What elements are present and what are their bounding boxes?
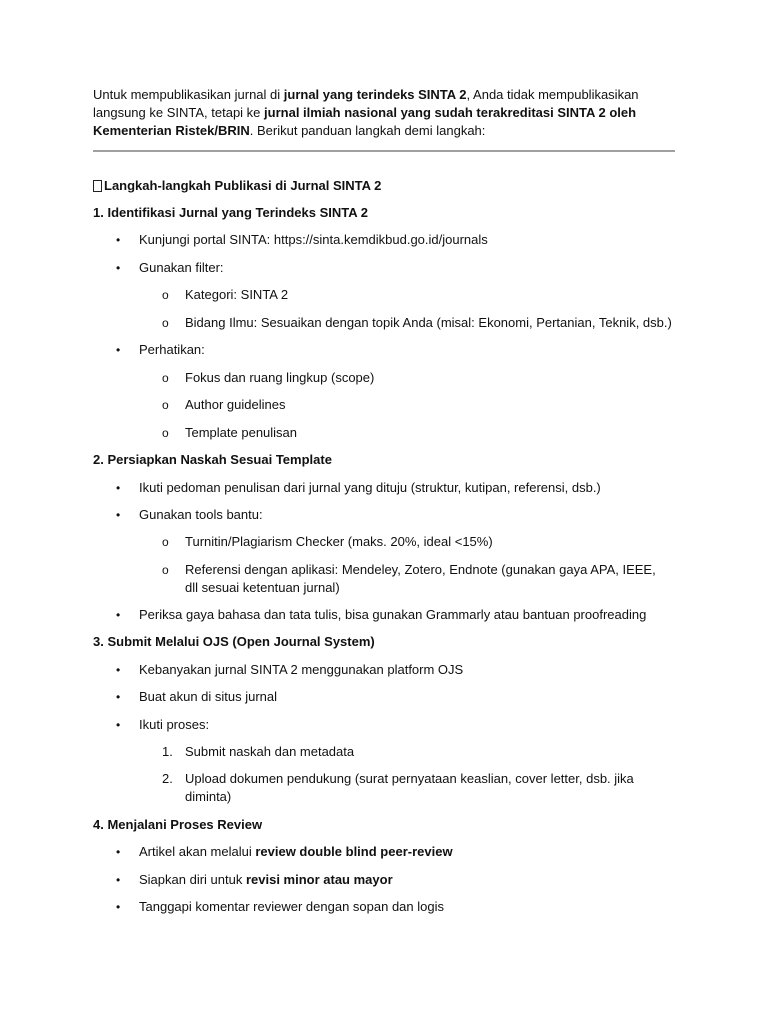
sub-list-item: Bidang Ilmu: Sesuaikan dengan topik Anda (misal: Ekonomi, Pertanian, Teknik, dsb.) bbox=[185, 315, 672, 330]
sub-bullet-icon: o bbox=[162, 426, 169, 440]
intro-bold-1: jurnal yang terindeks SINTA 2 bbox=[283, 87, 467, 102]
list-item: Gunakan filter: bbox=[139, 260, 224, 275]
sub-list-item: Turnitin/Plagiarism Checker (maks. 20%, ideal <15%) bbox=[185, 534, 493, 549]
sub-bullet-icon: o bbox=[162, 316, 169, 330]
section-3-title: 3. Submit Melalui OJS (Open Journal System) bbox=[93, 634, 375, 649]
sub-list-item: Author guidelines bbox=[185, 397, 286, 412]
list-item: Tanggapi komentar reviewer dengan sopan dan logis bbox=[139, 899, 444, 914]
bullet-icon: • bbox=[116, 663, 121, 677]
intro-text-2: , Anda tidak mempublikasikan langsung ke SINTA, tetapi ke bbox=[93, 87, 639, 120]
list-item-text: Siapkan diri untuk bbox=[139, 872, 246, 887]
bullet-icon: • bbox=[116, 873, 121, 887]
list-item: Buat akun di situs jurnal bbox=[139, 689, 278, 704]
list-item: Ikuti proses: bbox=[139, 717, 210, 732]
intro-text-1: Untuk mempublikasikan jurnal di bbox=[93, 87, 284, 102]
sub-bullet-icon: o bbox=[162, 535, 169, 549]
list-item: Gunakan tools bantu: bbox=[139, 507, 263, 522]
placeholder-glyph-icon bbox=[93, 180, 102, 192]
bullet-icon: • bbox=[116, 690, 121, 704]
bullet-icon: • bbox=[116, 343, 121, 357]
list-item: Periksa gaya bahasa dan tata tulis, bisa gunakan Grammarly atau bantuan proofreading bbox=[139, 607, 647, 622]
intro-bold-2: jurnal ilmiah nasional yang sudah terakreditasi SINTA 2 oleh Kementerian Ristek/BRIN bbox=[93, 105, 637, 138]
bullet-icon: • bbox=[116, 481, 121, 495]
section-1-title: 1. Identifikasi Jurnal yang Terindeks SINTA 2 bbox=[93, 205, 369, 220]
list-item: Kunjungi portal SINTA: https://sinta.kemdikbud.go.id/journals bbox=[139, 232, 488, 247]
steps-heading-text: Langkah-langkah Publikasi di Jurnal SINTA 2 bbox=[104, 178, 382, 193]
list-item-bold: revisi minor atau mayor bbox=[245, 872, 393, 887]
horizontal-divider bbox=[93, 150, 675, 152]
list-number: 1. bbox=[162, 744, 173, 759]
list-number: 2. bbox=[162, 771, 173, 786]
list-item bbox=[139, 871, 393, 889]
bullet-icon: • bbox=[116, 900, 121, 914]
bullet-icon: • bbox=[116, 845, 121, 859]
bullet-icon: • bbox=[116, 608, 121, 622]
list-item bbox=[139, 843, 453, 861]
sub-bullet-icon: o bbox=[162, 398, 169, 412]
steps-heading bbox=[93, 177, 381, 195]
sub-list-item: Kategori: SINTA 2 bbox=[185, 287, 289, 302]
numbered-item: Submit naskah dan metadata bbox=[185, 744, 355, 759]
section-4-title: 4. Menjalani Proses Review bbox=[93, 817, 263, 832]
numbered-item: Upload dokumen pendukung (surat pernyataan keaslian, cover letter, dsb. jika diminta) bbox=[185, 771, 634, 804]
intro-text-3: . Berikut panduan langkah demi langkah: bbox=[249, 123, 486, 138]
sub-bullet-icon: o bbox=[162, 371, 169, 385]
section-2-title: 2. Persiapkan Naskah Sesuai Template bbox=[93, 452, 332, 467]
list-item-bold: review double blind peer-review bbox=[255, 844, 453, 859]
bullet-icon: • bbox=[116, 261, 121, 275]
sub-list-item: Referensi dengan aplikasi: Mendeley, Zotero, Endnote (gunakan gaya APA, IEEE, dll sesuai ketentuan jurnal) bbox=[185, 562, 656, 595]
list-item: Perhatikan: bbox=[139, 342, 205, 357]
list-item: Kebanyakan jurnal SINTA 2 menggunakan platform OJS bbox=[139, 662, 464, 677]
sub-list-item: Template penulisan bbox=[185, 425, 298, 440]
sub-list-item: Fokus dan ruang lingkup (scope) bbox=[185, 370, 375, 385]
sub-bullet-icon: o bbox=[162, 563, 169, 577]
sub-bullet-icon: o bbox=[162, 288, 169, 302]
bullet-icon: • bbox=[116, 233, 121, 247]
bullet-icon: • bbox=[116, 718, 121, 732]
list-item: Ikuti pedoman penulisan dari jurnal yang dituju (struktur, kutipan, referensi, dsb.) bbox=[139, 480, 601, 495]
bullet-icon: • bbox=[116, 508, 121, 522]
intro-paragraph bbox=[93, 86, 653, 140]
list-item-text: Artikel akan melalui bbox=[139, 844, 256, 859]
